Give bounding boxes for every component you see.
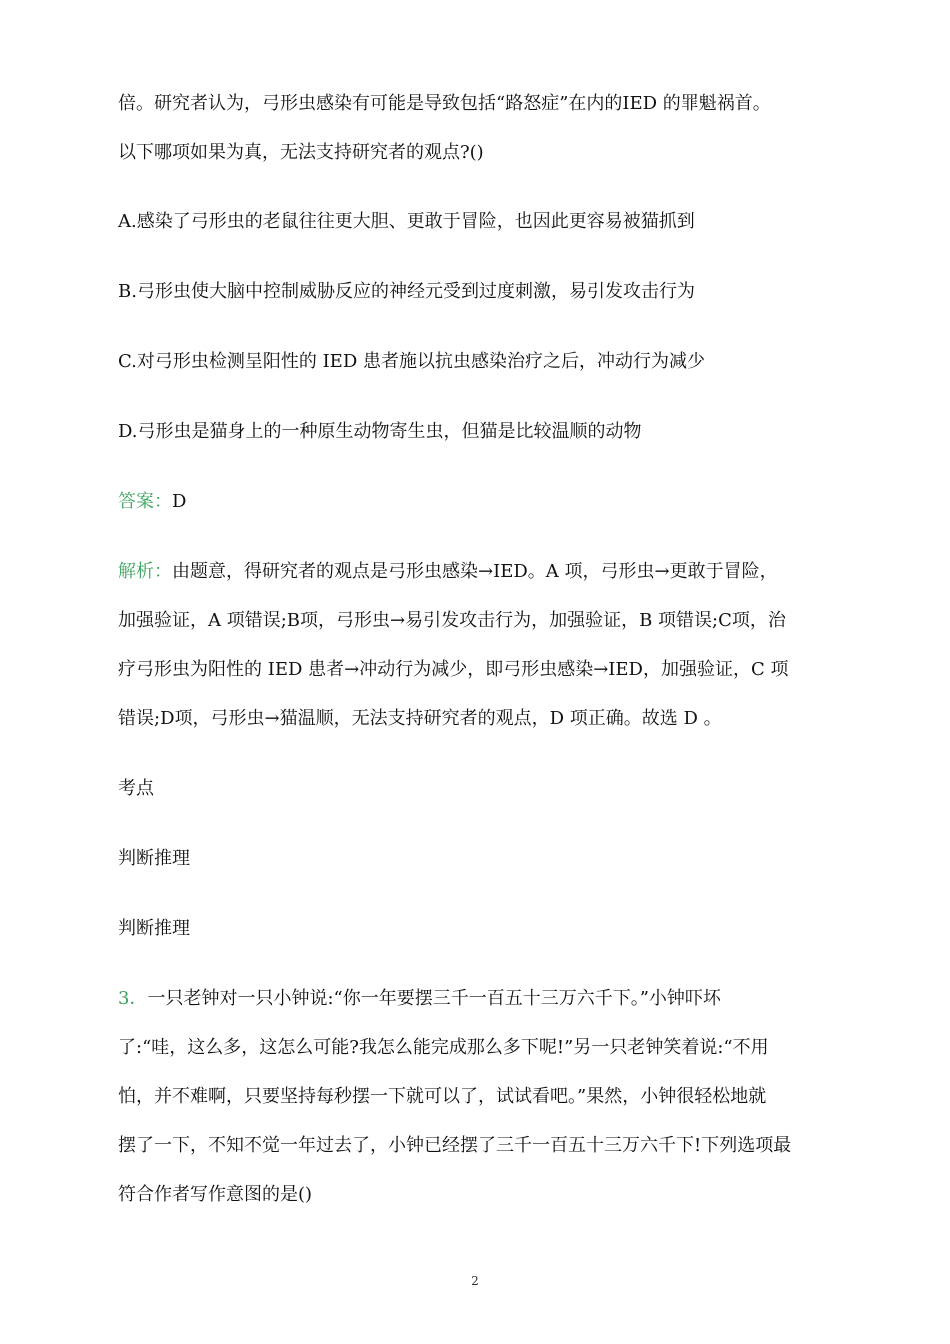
answer-label: 答案： bbox=[118, 491, 172, 512]
option-a: A.感染了弓形虫的老鼠往往更大胆、更敢于冒险，也因此更容易被猫抓到 bbox=[118, 211, 695, 232]
category-label: 判断推理 bbox=[118, 848, 190, 869]
analysis-line: 错误;D项，弓形虫→猫温顺，无法支持研究者的观点，D 项正确。故选 D 。 bbox=[118, 708, 722, 729]
analysis-line bbox=[118, 560, 778, 584]
question-3-line: 符合作者写作意图的是() bbox=[118, 1184, 313, 1205]
answer-line bbox=[118, 490, 186, 514]
question-3-line bbox=[118, 987, 721, 1011]
option-c: C.对弓形虫检测呈阳性的 IED 患者施以抗虫感染治疗之后，冲动行为减少 bbox=[118, 351, 705, 372]
analysis-text: 由题意，得研究者的观点是弓形虫感染→IED。A 项，弓形虫→更敢于冒险， bbox=[172, 561, 778, 582]
question-text: 一只老钟对一只小钟说:“你一年要摆三千一百五十三万六千下。”小钟吓坏 bbox=[147, 988, 721, 1009]
question-stem-line: 倍。研究者认为，弓形虫感染有可能是导致包括“路怒症”在内的IED 的罪魁祸首。 bbox=[118, 93, 771, 114]
option-d: D.弓形虫是猫身上的一种原生动物寄生虫，但猫是比较温顺的动物 bbox=[118, 421, 642, 442]
option-b: B.弓形虫使大脑中控制威胁反应的神经元受到过度刺激，易引发攻击行为 bbox=[118, 281, 695, 302]
question-3-line: 了:“哇，这么多，这怎么可能?我怎么能完成那么多下呢!”另一只老钟笑着说:“不用 bbox=[118, 1037, 769, 1058]
question-number: 3． bbox=[118, 988, 148, 1009]
analysis-line: 疗弓形虫为阳性的 IED 患者→冲动行为减少，即弓形虫感染→IED，加强验证，C 项 bbox=[118, 659, 789, 680]
page-number: 2 bbox=[471, 1274, 479, 1288]
analysis-line: 加强验证，A 项错误;B项，弓形虫→易引发攻击行为，加强验证，B 项错误;C项，治 bbox=[118, 610, 786, 631]
analysis-label: 解析： bbox=[118, 561, 172, 582]
question-stem-line: 以下哪项如果为真，无法支持研究者的观点?() bbox=[118, 142, 484, 163]
kaodian-heading: 考点 bbox=[118, 778, 154, 799]
answer-value: D bbox=[172, 491, 187, 512]
category-label: 判断推理 bbox=[118, 918, 190, 939]
question-3-line: 摆了一下，不知不觉一年过去了，小钟已经摆了三千一百五十三万六千下!下列选项最 bbox=[118, 1135, 792, 1156]
question-3-line: 怕，并不难啊，只要坚持每秒摆一下就可以了，试试看吧。”果然，小钟很轻松地就 bbox=[118, 1086, 767, 1107]
